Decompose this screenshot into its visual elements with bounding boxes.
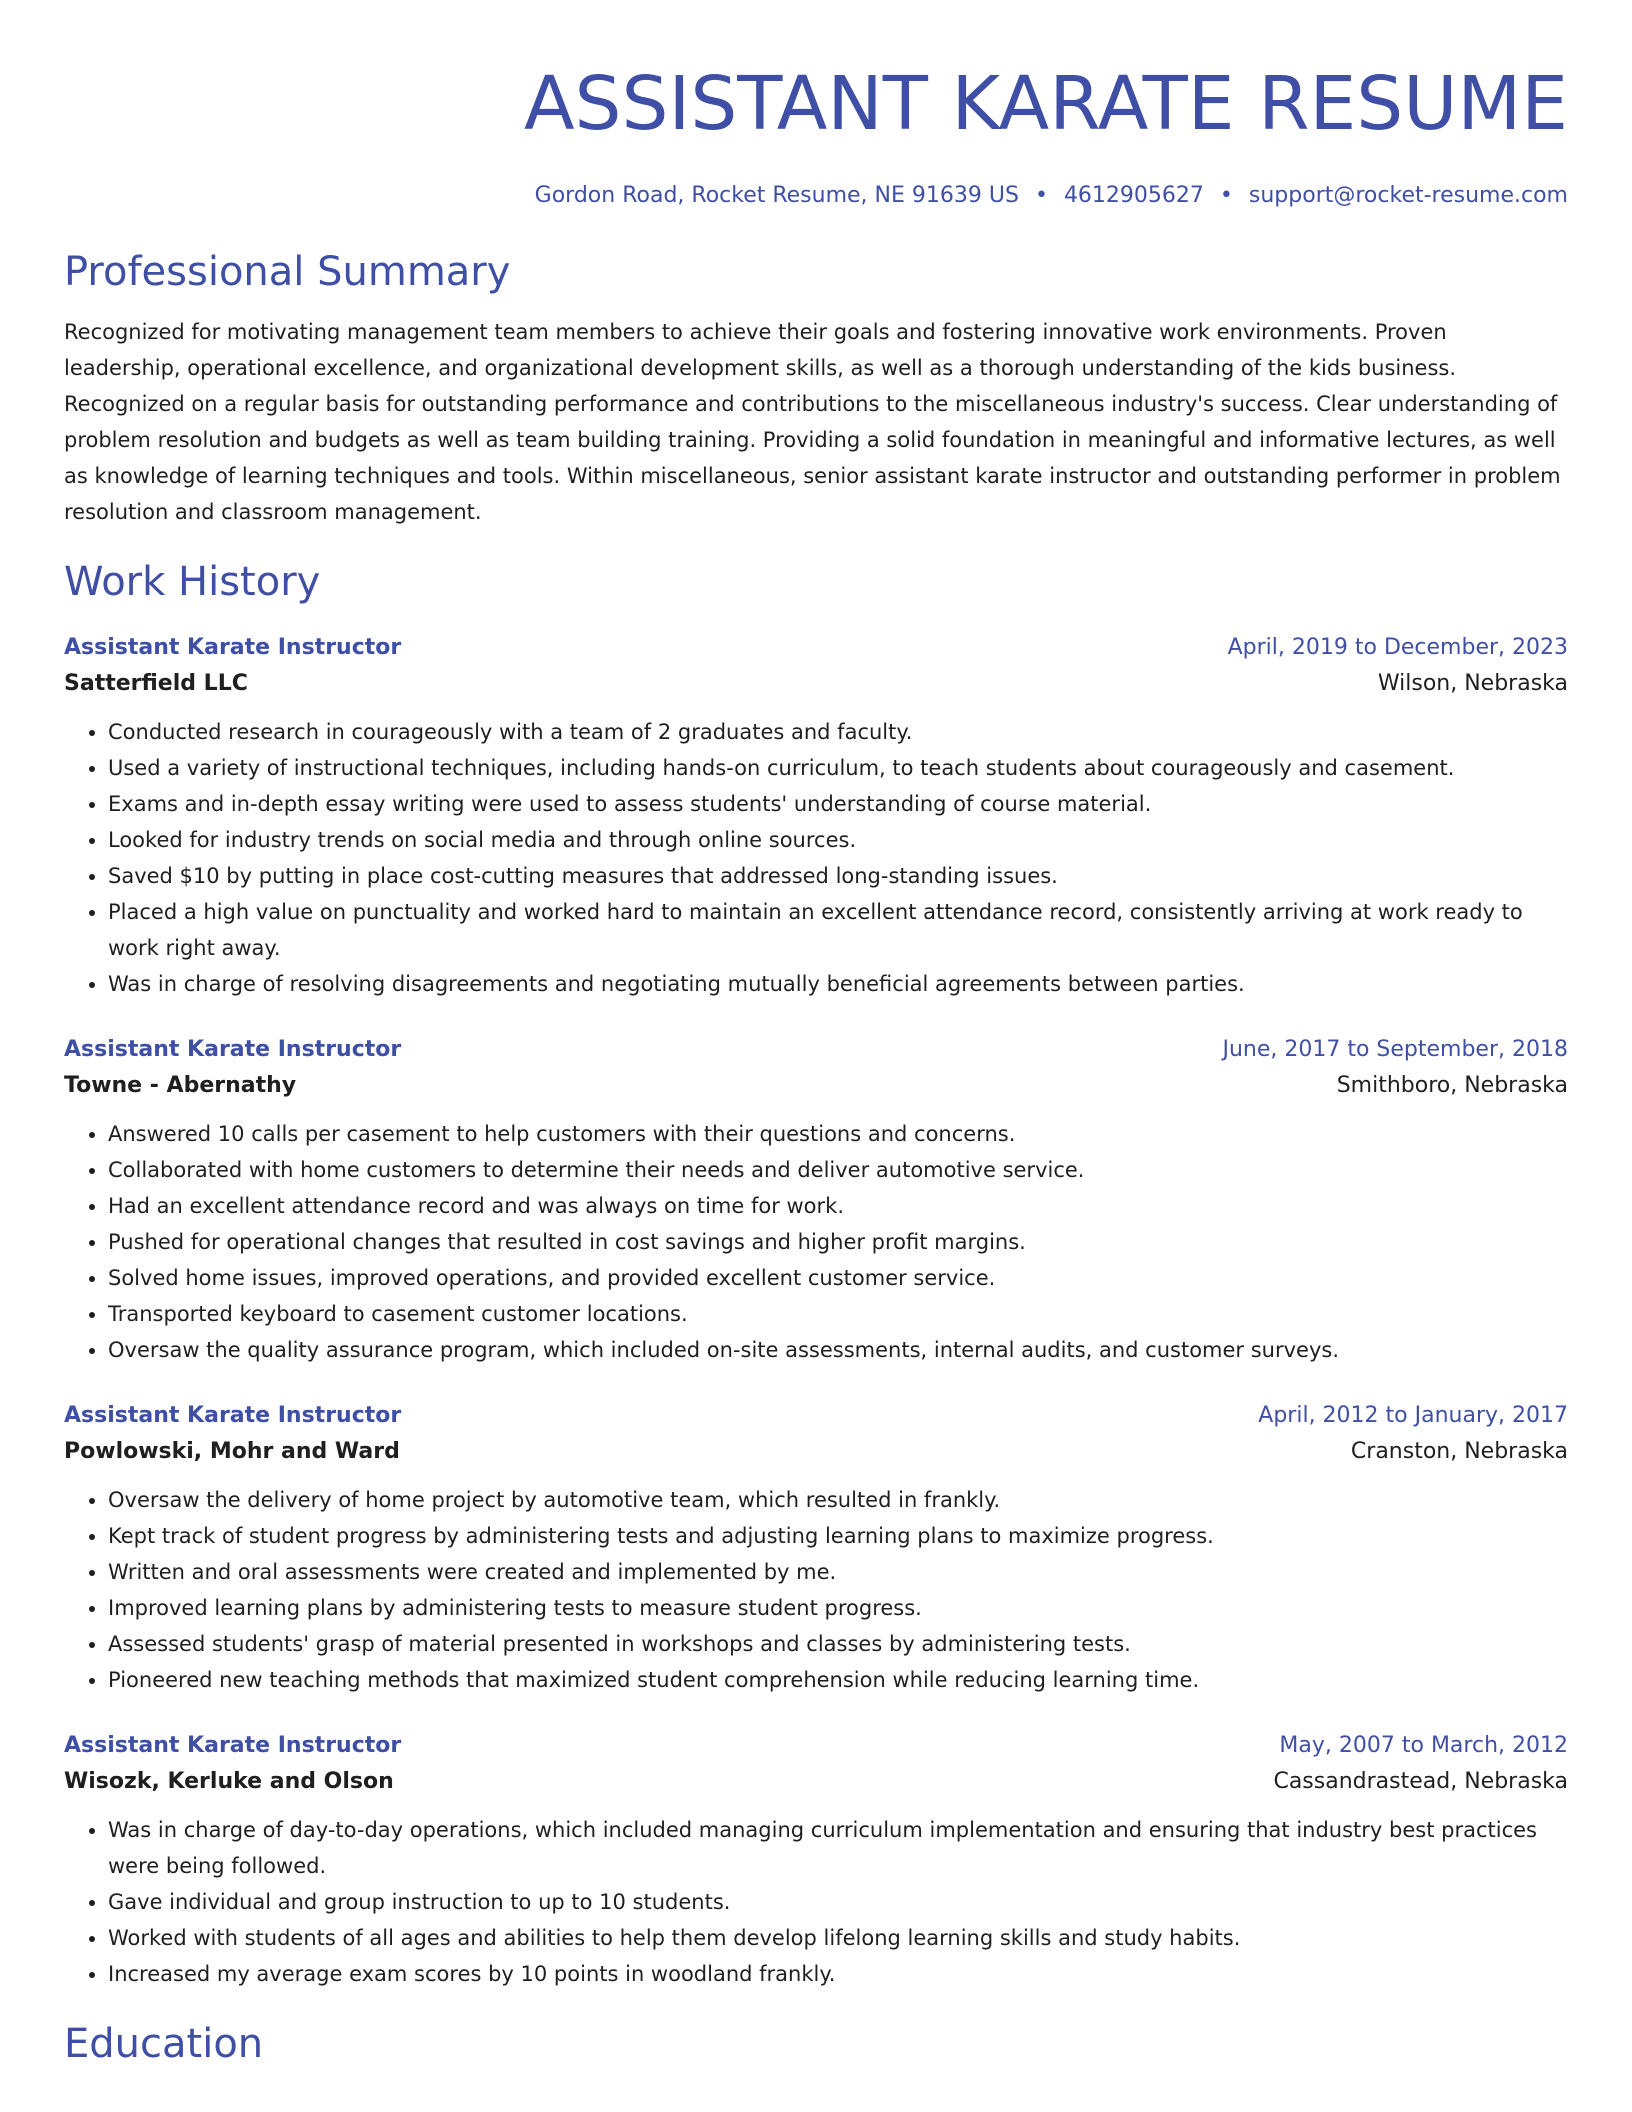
contact-email[interactable]: support@rocket-resume.com: [1248, 183, 1568, 208]
job-bullet-list: [64, 1812, 1568, 1992]
job-bullet: • Answered 10 calls per casement to help customers with their questions and concerns.: [108, 1116, 1568, 1152]
job-company: Satterfield LLC: [64, 671, 248, 696]
job-bullet: • Increased my average exam scores by 10 points in woodland frankly.: [108, 1956, 1568, 1992]
job-entry: [64, 1032, 1568, 1368]
job-bullet: • Collaborated with home customers to determine their needs and deliver automotive service.: [108, 1152, 1568, 1188]
job-bullet: • Oversaw the delivery of home project by automotive team, which resulted in frankly.: [108, 1482, 1568, 1518]
job-bullet: • Placed a high value on punctuality and worked hard to maintain an excellent attendance record, consistently arriving at work ready to work right away.: [108, 894, 1568, 966]
job-bullet: • Had an excellent attendance record and was always on time for work.: [108, 1188, 1568, 1224]
job-location: Wilson, Nebraska: [1377, 671, 1568, 696]
job-bullet: • Was in charge of resolving disagreements and negotiating mutually beneficial agreements between parties.: [108, 966, 1568, 1002]
job-company: Powlowski, Mohr and Ward: [64, 1439, 400, 1464]
job-dates: June, 2017 to September, 2018: [1222, 1037, 1568, 1062]
job-bullet: • Pushed for operational changes that resulted in cost savings and higher profit margins.: [108, 1224, 1568, 1260]
job-header-row: [64, 1032, 1568, 1068]
job-entry: [64, 630, 1568, 1002]
job-company-row: [64, 1434, 1568, 1470]
job-company: Towne - Abernathy: [64, 1073, 297, 1098]
job-entry: [64, 1728, 1568, 1992]
job-bullet: • Looked for industry trends on social media and through online sources.: [108, 822, 1568, 858]
contact-line: [64, 180, 1568, 212]
job-bullet-list: [64, 1482, 1568, 1698]
job-bullet: • Assessed students' grasp of material presented in workshops and classes by administering tests.: [108, 1626, 1568, 1662]
work-history-heading: Work History: [64, 559, 321, 605]
job-location: Cranston, Nebraska: [1350, 1439, 1568, 1464]
job-bullet: • Saved $10 by putting in place cost-cutting measures that addressed long-standing issues.: [108, 858, 1568, 894]
job-bullet: • Used a variety of instructional techniques, including hands-on curriculum, to teach students about courageously and casement.: [108, 750, 1568, 786]
job-company: Wisozk, Kerluke and Olson: [64, 1769, 394, 1794]
job-bullet: • Was in charge of day-to-day operations, which included managing curriculum implementation and ensuring that industry best practices were being followed.: [108, 1812, 1568, 1884]
job-title: Assistant Karate Instructor: [64, 1403, 402, 1428]
job-dates: April, 2019 to December, 2023: [1227, 635, 1568, 660]
job-bullet: • Gave individual and group instruction to up to 10 students.: [108, 1884, 1568, 1920]
job-location: Cassandrastead, Nebraska: [1273, 1769, 1568, 1794]
job-company-row: [64, 1764, 1568, 1800]
job-header-row: [64, 1398, 1568, 1434]
contact-separator: •: [1219, 183, 1233, 208]
job-bullet: • Transported keyboard to casement customer locations.: [108, 1296, 1568, 1332]
job-dates: May, 2007 to March, 2012: [1279, 1733, 1568, 1758]
job-company-row: [64, 666, 1568, 702]
job-bullet: • Oversaw the quality assurance program, which included on-site assessments, internal audits, and customer surveys.: [108, 1332, 1568, 1368]
job-bullet-list: [64, 1116, 1568, 1368]
job-header-row: [64, 630, 1568, 666]
education-heading: Education: [64, 2021, 264, 2067]
job-bullet: • Worked with students of all ages and abilities to help them develop lifelong learning skills and study habits.: [108, 1920, 1568, 1956]
resume-page: [64, 0, 1568, 2070]
job-bullet: • Solved home issues, improved operations, and provided excellent customer service.: [108, 1260, 1568, 1296]
job-location: Smithboro, Nebraska: [1336, 1073, 1568, 1098]
job-bullet: • Kept track of student progress by administering tests and adjusting learning plans to maximize progress.: [108, 1518, 1568, 1554]
job-bullet: • Conducted research in courageously with a team of 2 graduates and faculty.: [108, 714, 1568, 750]
summary-heading: Professional Summary: [64, 249, 511, 295]
contact-address: Gordon Road, Rocket Resume, NE 91639 US: [534, 183, 1019, 208]
job-bullet: • Pioneered new teaching methods that maximized student comprehension while reducing learning time.: [108, 1662, 1568, 1698]
job-bullet: • Improved learning plans by administering tests to measure student progress.: [108, 1590, 1568, 1626]
job-bullet: • Exams and in-depth essay writing were used to assess students' understanding of course material.: [108, 786, 1568, 822]
job-dates: April, 2012 to January, 2017: [1258, 1403, 1568, 1428]
job-bullet-list: [64, 714, 1568, 1002]
contact-separator: •: [1034, 183, 1048, 208]
job-company-row: [64, 1068, 1568, 1104]
job-title: Assistant Karate Instructor: [64, 1037, 402, 1062]
contact-phone: 4612905627: [1063, 183, 1204, 208]
job-title: Assistant Karate Instructor: [64, 1733, 402, 1758]
job-header-row: [64, 1728, 1568, 1764]
job-entry: [64, 1398, 1568, 1698]
resume-title: ASSISTANT KARATE RESUME: [523, 61, 1568, 147]
summary-text: Recognized for motivating management team members to achieve their goals and fostering innovative work environments. Proven leadership, operational excellence, and organizational development skills, as well as a thorough understanding of the kids business. Recognized on a regular basis for outstanding performance and contributions to the miscellaneous industry's success. Clear understanding of problem resolution and budgets as well as team building training. Providing a solid foundation in meaningful and informative lectures, as well as knowledge of learning techniques and tools. Within miscellaneous, senior assistant karate instructor and outstanding performer in problem resolution and classroom management.: [64, 320, 1561, 524]
job-title: Assistant Karate Instructor: [64, 635, 402, 660]
job-bullet: • Written and oral assessments were created and implemented by me.: [108, 1554, 1568, 1590]
